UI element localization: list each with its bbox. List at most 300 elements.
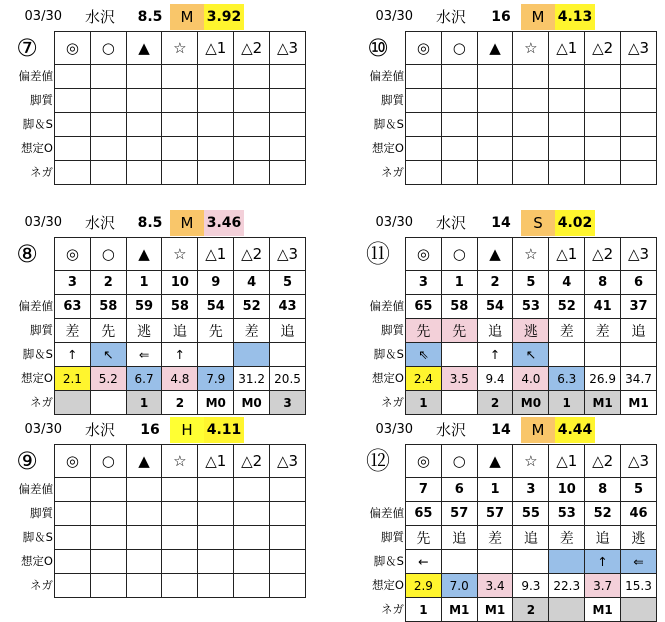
grid-cell <box>270 478 306 502</box>
grid-cell: 2.1 <box>55 367 91 391</box>
grid-cell: 8 <box>585 478 621 502</box>
grid-cell <box>234 550 270 574</box>
grid-cell <box>90 550 126 574</box>
mark-cell: ▲ <box>126 445 162 478</box>
grid-cell: 10 <box>162 271 198 295</box>
mark-cell: △2 <box>585 32 621 65</box>
umaban-row <box>55 271 306 295</box>
mark-row <box>406 32 657 65</box>
grid-cell <box>441 89 477 113</box>
grid-cell <box>406 89 442 113</box>
kyakushitsu-row <box>55 89 306 113</box>
grid-cell: 10 <box>549 478 585 502</box>
grid-cell: 9.4 <box>477 367 513 391</box>
soutei-odds-label: 想定O <box>371 371 404 385</box>
grid-cell <box>621 161 657 185</box>
grid-cell: M1 <box>477 598 513 622</box>
grid-cell <box>234 137 270 161</box>
grid-cell: 52 <box>234 295 270 319</box>
mark-cell: ○ <box>441 238 477 271</box>
grid-cell <box>55 89 91 113</box>
grid-cell: 差 <box>234 319 270 343</box>
kyaku-s-row <box>406 113 657 137</box>
mark-cell: △1 <box>549 32 585 65</box>
grid-cell <box>621 113 657 137</box>
grid-cell: 57 <box>477 502 513 526</box>
grid-cell: ↑ <box>162 343 198 367</box>
grid-cell <box>549 137 585 161</box>
grid-cell <box>270 574 306 598</box>
hensa-row <box>55 65 306 89</box>
race-header <box>351 417 657 444</box>
grid-cell <box>477 89 513 113</box>
race-date: 03/30 <box>375 422 413 437</box>
kyaku-s-row <box>406 343 657 367</box>
race-score: 4.11 <box>204 417 244 443</box>
grid-cell <box>585 343 621 367</box>
hensachi-label: 偏差値 <box>369 69 404 83</box>
hensa-row <box>406 295 657 319</box>
grid-cell <box>90 137 126 161</box>
grid-cell <box>549 161 585 185</box>
grid-cell: 1 <box>126 271 162 295</box>
mark-row <box>55 32 306 65</box>
race-number: ⑦ <box>16 34 38 62</box>
grid-cell: 追 <box>270 319 306 343</box>
race-header <box>0 417 306 444</box>
kyaku-s-row <box>55 113 306 137</box>
grid-cell <box>513 89 549 113</box>
race-score: 4.13 <box>555 4 595 30</box>
grid-cell: ⇐ <box>126 343 162 367</box>
mark-cell: ○ <box>441 445 477 478</box>
grid-cell <box>198 137 234 161</box>
grid-cell: 2.9 <box>406 574 442 598</box>
grid-cell <box>55 526 91 550</box>
grid-cell: 差 <box>585 319 621 343</box>
mark-cell: ○ <box>90 238 126 271</box>
prediction-grid <box>405 237 657 415</box>
grid-cell <box>441 65 477 89</box>
grid-cell: 4.0 <box>513 367 549 391</box>
race-venue: 水沢 <box>84 8 115 26</box>
grid-cell: 5 <box>513 271 549 295</box>
mark-cell: ▲ <box>477 32 513 65</box>
grid-cell: 58 <box>441 295 477 319</box>
track-condition: M <box>521 4 555 30</box>
grid-cell <box>406 137 442 161</box>
track-condition: M <box>521 417 555 443</box>
grid-cell <box>126 113 162 137</box>
grid-cell: 2 <box>90 271 126 295</box>
mark-cell: ▲ <box>126 238 162 271</box>
grid-cell: ↑ <box>55 343 91 367</box>
grid-cell <box>198 502 234 526</box>
grid-cell <box>549 65 585 89</box>
souteiodds-row <box>55 550 306 574</box>
grid-cell <box>513 113 549 137</box>
grid-cell <box>162 113 198 137</box>
mark-cell: ○ <box>90 32 126 65</box>
hensachi-label: 偏差値 <box>18 299 53 313</box>
grid-cell <box>441 391 477 415</box>
kyakushitsu-row <box>55 319 306 343</box>
race-distance: 14 <box>491 215 511 231</box>
track-condition: M <box>170 4 204 30</box>
grid-cell <box>162 526 198 550</box>
grid-cell <box>270 113 306 137</box>
grid-cell <box>234 89 270 113</box>
grid-cell <box>234 65 270 89</box>
grid-cell: 4 <box>549 271 585 295</box>
grid-cell: 53 <box>549 502 585 526</box>
grid-cell <box>549 89 585 113</box>
race-date: 03/30 <box>375 215 413 230</box>
mark-cell: ◎ <box>406 238 442 271</box>
grid-cell <box>162 89 198 113</box>
negative-row <box>55 161 306 185</box>
grid-cell: 追 <box>477 319 513 343</box>
mark-cell: △3 <box>270 238 306 271</box>
grid-cell: 追 <box>621 319 657 343</box>
grid-cell: 追 <box>441 526 477 550</box>
race-header <box>351 4 657 31</box>
grid-cell <box>126 502 162 526</box>
race-distance: 16 <box>491 9 511 25</box>
grid-cell <box>234 502 270 526</box>
race-number: ⑫ <box>366 447 390 475</box>
grid-cell <box>198 574 234 598</box>
kyakushitsu-row <box>406 89 657 113</box>
kyaku-s-label: 脚＆S <box>22 117 53 131</box>
grid-cell <box>126 65 162 89</box>
grid-cell: 65 <box>406 502 442 526</box>
kyaku-s-label: 脚＆S <box>373 554 404 568</box>
grid-cell: 差 <box>549 319 585 343</box>
grid-cell: 1 <box>406 598 442 622</box>
grid-cell <box>198 113 234 137</box>
grid-cell: 先 <box>198 319 234 343</box>
grid-cell: M0 <box>234 391 270 415</box>
grid-cell <box>126 137 162 161</box>
grid-cell: 逃 <box>126 319 162 343</box>
grid-cell <box>441 550 477 574</box>
grid-cell <box>198 65 234 89</box>
grid-cell <box>198 89 234 113</box>
grid-cell <box>198 161 234 185</box>
grid-cell: 58 <box>162 295 198 319</box>
umaban-row <box>406 478 657 502</box>
grid-cell <box>90 526 126 550</box>
grid-cell: M1 <box>585 598 621 622</box>
race-number: ⑨ <box>16 447 38 475</box>
grid-cell <box>513 550 549 574</box>
mark-cell: ◎ <box>406 445 442 478</box>
grid-cell: 9 <box>198 271 234 295</box>
grid-cell <box>162 137 198 161</box>
grid-cell <box>55 137 91 161</box>
hensachi-label: 偏差値 <box>369 299 404 313</box>
grid-cell <box>234 526 270 550</box>
souteiodds-row <box>406 574 657 598</box>
grid-cell: 6 <box>441 478 477 502</box>
grid-cell: 追 <box>585 526 621 550</box>
race-venue: 水沢 <box>84 421 115 439</box>
mark-cell: ☆ <box>513 445 549 478</box>
grid-cell: 55 <box>513 502 549 526</box>
negative-row <box>406 161 657 185</box>
grid-cell <box>441 161 477 185</box>
grid-cell: 3.7 <box>585 574 621 598</box>
grid-cell <box>477 161 513 185</box>
mark-cell: △1 <box>198 238 234 271</box>
track-condition: S <box>521 210 555 236</box>
grid-cell: 1 <box>549 391 585 415</box>
grid-cell <box>477 65 513 89</box>
kyakushitsu-row <box>55 502 306 526</box>
grid-cell: 差 <box>477 526 513 550</box>
prediction-grid <box>405 444 657 622</box>
negative-row <box>55 574 306 598</box>
grid-cell: 逃 <box>621 526 657 550</box>
race-venue: 水沢 <box>435 214 466 232</box>
grid-cell: 46 <box>621 502 657 526</box>
mark-cell: △3 <box>621 445 657 478</box>
grid-cell: 3 <box>406 271 442 295</box>
grid-cell <box>55 113 91 137</box>
grid-cell: 先 <box>90 319 126 343</box>
grid-cell: 20.5 <box>270 367 306 391</box>
grid-cell: 6.3 <box>549 367 585 391</box>
prediction-grid <box>54 444 306 598</box>
track-condition: H <box>170 417 204 443</box>
grid-cell <box>270 65 306 89</box>
mark-cell: △1 <box>198 445 234 478</box>
mark-cell: △2 <box>585 445 621 478</box>
grid-cell: 逃 <box>513 319 549 343</box>
prediction-grid <box>405 31 657 185</box>
grid-cell: 22.3 <box>549 574 585 598</box>
kyaku-s-label: 脚＆S <box>22 347 53 361</box>
grid-cell <box>126 526 162 550</box>
grid-cell <box>55 502 91 526</box>
grid-cell <box>585 89 621 113</box>
race-number: ⑪ <box>366 240 390 268</box>
grid-cell <box>234 478 270 502</box>
grid-cell: 5 <box>270 271 306 295</box>
grid-cell: 34.7 <box>621 367 657 391</box>
souteiodds-row <box>406 137 657 161</box>
mark-cell: △2 <box>234 445 270 478</box>
kyakushitsu-row <box>406 319 657 343</box>
mark-cell: ▲ <box>126 32 162 65</box>
grid-cell <box>162 574 198 598</box>
kyaku-s-label: 脚＆S <box>373 117 404 131</box>
grid-cell <box>441 343 477 367</box>
grid-cell <box>270 343 306 367</box>
soutei-odds-label: 想定O <box>20 141 53 155</box>
grid-cell <box>585 161 621 185</box>
mark-cell: △2 <box>234 238 270 271</box>
grid-cell: 5.2 <box>90 367 126 391</box>
kyakushitsu-label: 脚質 <box>30 93 53 107</box>
grid-cell: 追 <box>162 319 198 343</box>
grid-cell: 1 <box>477 478 513 502</box>
grid-cell: M1 <box>621 391 657 415</box>
grid-cell: 57 <box>441 502 477 526</box>
grid-cell: 先 <box>406 526 442 550</box>
race-venue: 水沢 <box>84 214 115 232</box>
grid-cell <box>549 550 585 574</box>
mark-cell: ▲ <box>477 445 513 478</box>
mark-cell: ☆ <box>162 32 198 65</box>
race-date: 03/30 <box>24 9 62 24</box>
grid-cell <box>270 137 306 161</box>
mark-cell: ◎ <box>406 32 442 65</box>
grid-cell: ⇖ <box>406 343 442 367</box>
grid-cell: 1 <box>406 391 442 415</box>
grid-cell <box>477 550 513 574</box>
grid-cell: 3 <box>55 271 91 295</box>
mark-cell: △1 <box>549 445 585 478</box>
negative-label: ネガ <box>381 602 404 616</box>
mark-cell: ☆ <box>513 238 549 271</box>
race-header <box>0 4 306 31</box>
mark-cell: △3 <box>621 238 657 271</box>
mark-cell: ◎ <box>55 445 91 478</box>
grid-cell: 65 <box>406 295 442 319</box>
mark-cell: △1 <box>198 32 234 65</box>
grid-cell <box>406 113 442 137</box>
souteiodds-row <box>406 367 657 391</box>
grid-cell: 52 <box>585 502 621 526</box>
grid-cell: 差 <box>549 526 585 550</box>
grid-cell <box>270 526 306 550</box>
grid-cell: 63 <box>55 295 91 319</box>
grid-cell: 先 <box>406 319 442 343</box>
grid-cell <box>270 161 306 185</box>
kyakushitsu-label: 脚質 <box>381 93 404 107</box>
grid-cell <box>441 113 477 137</box>
grid-cell: M1 <box>585 391 621 415</box>
prediction-grid <box>54 31 306 185</box>
grid-cell: 2 <box>477 271 513 295</box>
mark-cell: △1 <box>549 238 585 271</box>
grid-cell: 54 <box>198 295 234 319</box>
mark-cell: ☆ <box>162 445 198 478</box>
grid-cell <box>234 161 270 185</box>
negative-label: ネガ <box>381 165 404 179</box>
kyaku-s-row <box>55 343 306 367</box>
kyakushitsu-label: 脚質 <box>30 323 53 337</box>
race-score: 4.44 <box>555 417 595 443</box>
negative-label: ネガ <box>381 395 404 409</box>
kyakushitsu-label: 脚質 <box>381 530 404 544</box>
grid-cell: 1 <box>441 271 477 295</box>
grid-cell <box>126 89 162 113</box>
negative-row <box>406 391 657 415</box>
mark-row <box>55 445 306 478</box>
kyaku-s-row <box>55 526 306 550</box>
grid-cell <box>55 161 91 185</box>
grid-cell <box>90 161 126 185</box>
grid-cell <box>198 343 234 367</box>
grid-cell <box>162 502 198 526</box>
grid-cell <box>90 391 126 415</box>
grid-cell <box>162 550 198 574</box>
race-number: ⑩ <box>367 34 389 62</box>
grid-cell: 31.2 <box>234 367 270 391</box>
mark-cell: ○ <box>441 32 477 65</box>
grid-cell: ↑ <box>477 343 513 367</box>
negative-row <box>406 598 657 622</box>
grid-cell: 6.7 <box>126 367 162 391</box>
grid-cell: 7.9 <box>198 367 234 391</box>
mark-cell: ◎ <box>55 32 91 65</box>
race-distance: 8.5 <box>137 215 163 231</box>
grid-cell <box>55 65 91 89</box>
race-score: 3.46 <box>204 210 244 236</box>
race-date: 03/30 <box>375 9 413 24</box>
grid-cell <box>513 65 549 89</box>
grid-cell: ↖ <box>513 343 549 367</box>
grid-cell <box>90 113 126 137</box>
mark-cell: ◎ <box>55 238 91 271</box>
grid-cell <box>234 574 270 598</box>
souteiodds-row <box>55 367 306 391</box>
grid-cell: 4.8 <box>162 367 198 391</box>
mark-row <box>55 238 306 271</box>
grid-cell: 2 <box>513 598 549 622</box>
grid-cell: 58 <box>90 295 126 319</box>
grid-cell: M0 <box>198 391 234 415</box>
grid-cell <box>585 65 621 89</box>
grid-cell: 追 <box>513 526 549 550</box>
grid-cell: 5 <box>621 478 657 502</box>
grid-cell: 3.4 <box>477 574 513 598</box>
grid-cell: 2 <box>477 391 513 415</box>
hensa-row <box>55 478 306 502</box>
grid-cell: ← <box>406 550 442 574</box>
hensachi-label: 偏差値 <box>18 482 53 496</box>
grid-cell <box>234 343 270 367</box>
hensachi-label: 偏差値 <box>18 69 53 83</box>
hensa-row <box>406 502 657 526</box>
grid-cell <box>162 65 198 89</box>
mark-cell: ○ <box>90 445 126 478</box>
grid-cell <box>549 343 585 367</box>
grid-cell <box>55 391 91 415</box>
mark-cell: △3 <box>621 32 657 65</box>
grid-cell <box>55 550 91 574</box>
grid-cell <box>126 574 162 598</box>
grid-cell <box>126 478 162 502</box>
kyakushitsu-label: 脚質 <box>30 506 53 520</box>
hensa-row <box>406 65 657 89</box>
grid-cell <box>621 89 657 113</box>
race-date: 03/30 <box>24 422 62 437</box>
grid-cell <box>270 502 306 526</box>
grid-cell: 26.9 <box>585 367 621 391</box>
grid-cell <box>234 113 270 137</box>
grid-cell: 15.3 <box>621 574 657 598</box>
soutei-odds-label: 想定O <box>20 554 53 568</box>
mark-cell: △3 <box>270 32 306 65</box>
umaban-row <box>406 271 657 295</box>
grid-cell <box>477 137 513 161</box>
grid-cell: M1 <box>441 598 477 622</box>
grid-cell: 3 <box>270 391 306 415</box>
